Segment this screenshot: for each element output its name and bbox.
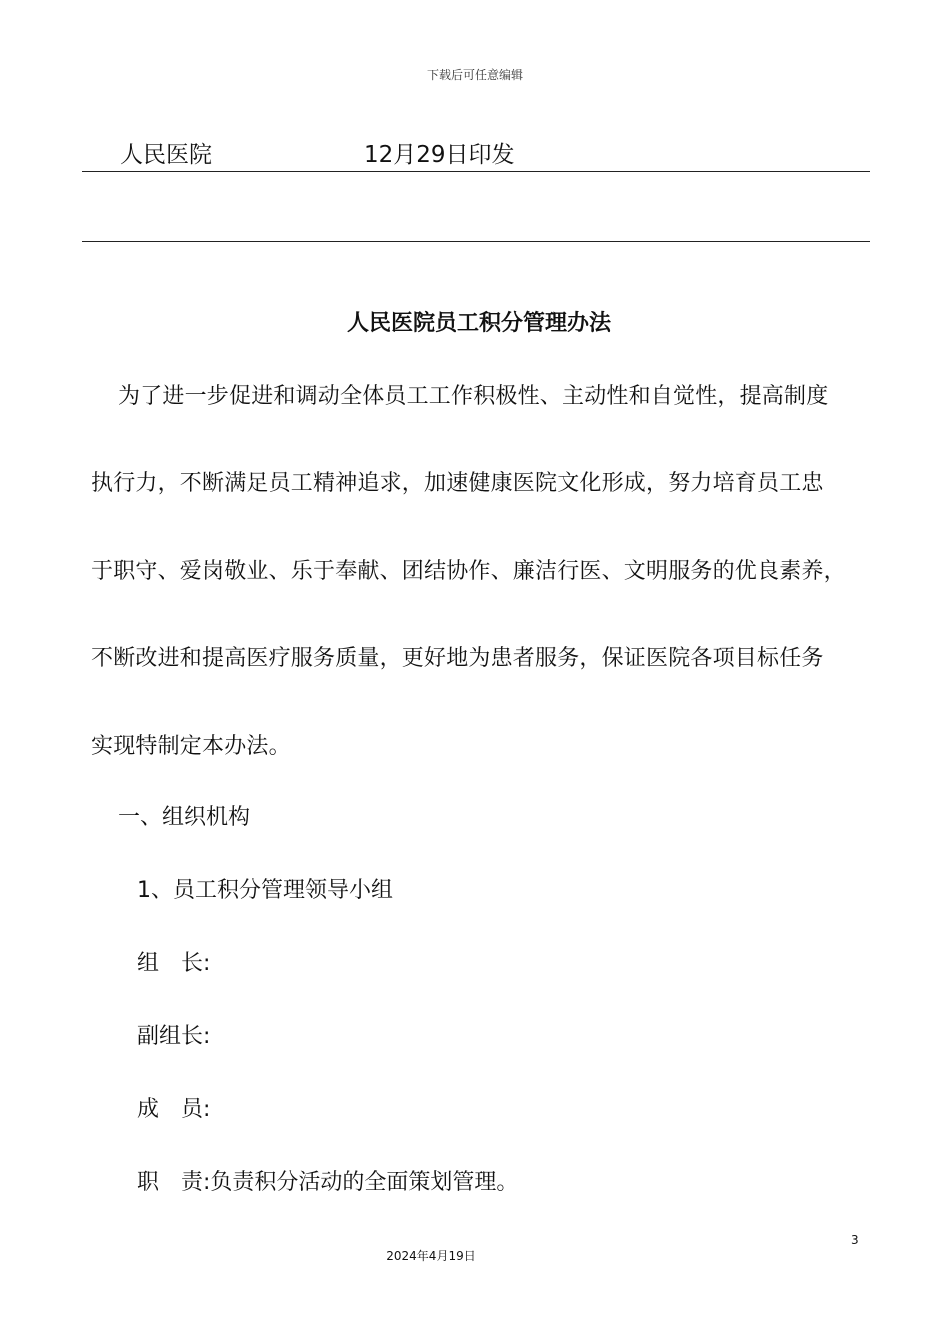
intro-line-4: 不断改进和提高医疗服务质量，更好地为患者服务，保证医院各项目标任务 [91,646,824,671]
team-leader-label: 组 长: [137,951,211,976]
issue-date: 12月29日印发 [364,142,515,168]
duties-text: 职 责:负责积分活动的全面策划管理。 [137,1170,519,1195]
page-number: 3 [851,1233,859,1247]
header-divider-top [82,171,870,172]
header-divider-bottom [82,241,870,242]
section-heading: 一、组织机构 [118,805,251,830]
intro-line-2: 执行力，不断满足员工精神追求，加速健康医院文化形成，努力培育员工忠 [91,471,824,496]
deputy-leader-label: 副组长: [137,1024,211,1049]
footer-date: 2024年4月19日 [386,1249,476,1263]
intro-line-1: 为了进一步促进和调动全体员工工作积极性、主动性和自觉性，提高制度 [118,384,829,409]
intro-line-3: 于职守、爱岗敬业、乐于奉献、团结协作、廉洁行医、文明服务的优良素养， [91,559,846,584]
issuer-name: 人民医院 [120,142,212,168]
subsection-heading: 1、员工积分管理领导小组 [137,878,393,903]
document-title: 人民医院员工积分管理办法 [346,311,611,336]
members-label: 成 员: [137,1097,211,1122]
intro-line-5: 实现特制定本办法。 [91,734,291,759]
header-note: 下载后可任意编辑 [426,68,523,82]
